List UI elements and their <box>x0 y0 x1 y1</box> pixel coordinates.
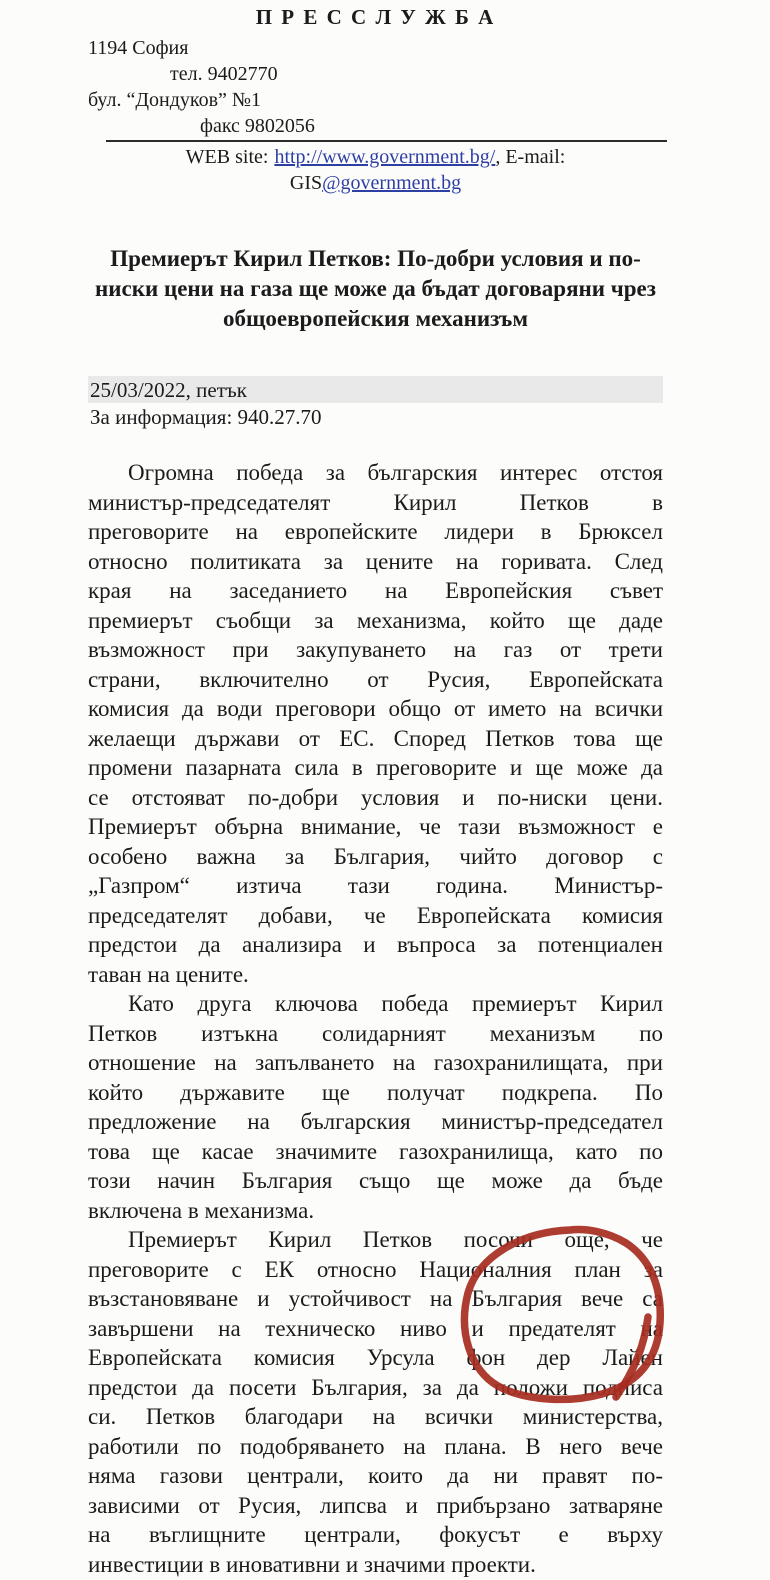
text-line: работили по подобряването на плана. В него вече <box>88 1433 663 1459</box>
text-line: зависими от Русия, липсва и прибързано затваряне <box>88 1492 663 1518</box>
text-line: това ще касае значимите газохранилища, като по <box>88 1138 663 1164</box>
text-line: страни, включително от Русия, Европейската <box>88 666 663 692</box>
text-line: възможност при закупуването на газ от трети <box>88 637 663 662</box>
text-line: на въглищните централи, фокусът е върху <box>88 1522 663 1547</box>
text-line: Петков изтъкна солидарният механизъм по <box>88 1020 663 1046</box>
info-line: За информация: 940.27.70 <box>90 405 322 429</box>
text-line: предложение на българския министър-председател <box>88 1109 663 1134</box>
text-line: преговорите с ЕК относно Националния план за <box>88 1256 663 1282</box>
email-link[interactable]: @government.bg <box>322 172 462 194</box>
text-line: си. Петков благодари на всички министерства, <box>88 1404 663 1429</box>
text-line: предстои да посети България, за да положи подписа <box>88 1374 663 1400</box>
web-contact-block <box>88 144 663 196</box>
text-line: комисия да води преговори общо от името на всички <box>88 696 663 721</box>
date-line: 25/03/2022, петък <box>88 376 663 403</box>
address-city: 1194 София <box>88 37 189 59</box>
title-line: Премиерът Кирил Петков: По-добри условия и по- <box>110 246 641 271</box>
header-divider-line <box>106 140 667 142</box>
article-body <box>88 458 663 1579</box>
text-line: края на заседанието на Европейския съвет <box>88 578 663 603</box>
phone-line: тел. 9402770 <box>170 63 278 85</box>
title-line: ниски цени на газа ще може да бъдат договаряни чрез <box>95 276 656 301</box>
text-line: този начин България също ще може да бъде <box>88 1168 663 1193</box>
email-line <box>88 170 663 196</box>
text-line: Премиерът обърна внимание, че тази възможност е <box>88 814 663 839</box>
text-line: Премиерът Кирил Петков посочи още, че <box>128 1227 663 1252</box>
text-line: Като друга ключова победа премиерът Кирил <box>128 991 663 1016</box>
text-line: „Газпром“ изтича тази година. Министър- <box>88 873 663 898</box>
text-line: министър-председателят Кирил Петков в <box>88 489 663 515</box>
fax-line: факс 9802056 <box>200 115 315 137</box>
text-line: особено важна за България, чийто договор с <box>88 843 663 869</box>
title-line: общоевропейския механизъм <box>223 306 528 331</box>
text-line: инвестиции в иновативни и значими проекти. <box>88 1551 536 1577</box>
text-line: председателят добави, че Европейската комисия <box>88 902 663 928</box>
text-line: относно политиката за цените на горивата. След <box>88 548 663 574</box>
text-line: преговорите на европейските лидери в Брюксел <box>88 519 663 544</box>
website-link[interactable]: http://www.government.bg/ <box>274 146 496 168</box>
email-label: , E-mail: <box>495 146 566 168</box>
text-line: предстои да анализира и въпроса за потенциален <box>88 932 663 957</box>
text-line: отношение на запълването на газохранилищата, при <box>88 1050 663 1075</box>
text-line: завършени на техническо ниво и предателят на <box>88 1315 663 1341</box>
web-line <box>88 144 663 170</box>
email-user: GIS <box>289 172 323 194</box>
paragraph <box>88 989 663 1225</box>
text-line: който държавите ще получат подкрепа. По <box>88 1079 663 1105</box>
article-title <box>88 244 663 334</box>
address-block <box>88 35 663 139</box>
text-line: Огромна победа за българския интерес отстоя <box>128 460 663 485</box>
web-label: WEB site: <box>185 146 269 168</box>
text-line: таван на цените. <box>88 961 249 987</box>
text-line: премиерът съобщи за механизма, който ще даде <box>88 607 663 633</box>
text-line: се отстояват по-добри условия и по-ниски цени. <box>88 784 663 810</box>
text-line: желаещи държави от ЕС. Според Петков това ще <box>88 725 663 751</box>
text-line: промени пазарната сила в преговорите и ще може да <box>88 755 663 780</box>
address-street: бул. “Дондуков” №1 <box>88 89 262 111</box>
press-office-title: П Р Е С С Л У Ж Б А <box>255 5 496 29</box>
text-line: включена в механизма. <box>88 1197 315 1223</box>
paragraph <box>88 458 663 989</box>
paragraph <box>88 1225 663 1579</box>
text-line: Европейската комисия Урсула фон дер Лайен <box>88 1345 663 1370</box>
text-line: няма газови централи, които да ни правят по- <box>88 1463 663 1488</box>
text-line: възстановяване и устойчивост на България вече са <box>88 1286 663 1311</box>
